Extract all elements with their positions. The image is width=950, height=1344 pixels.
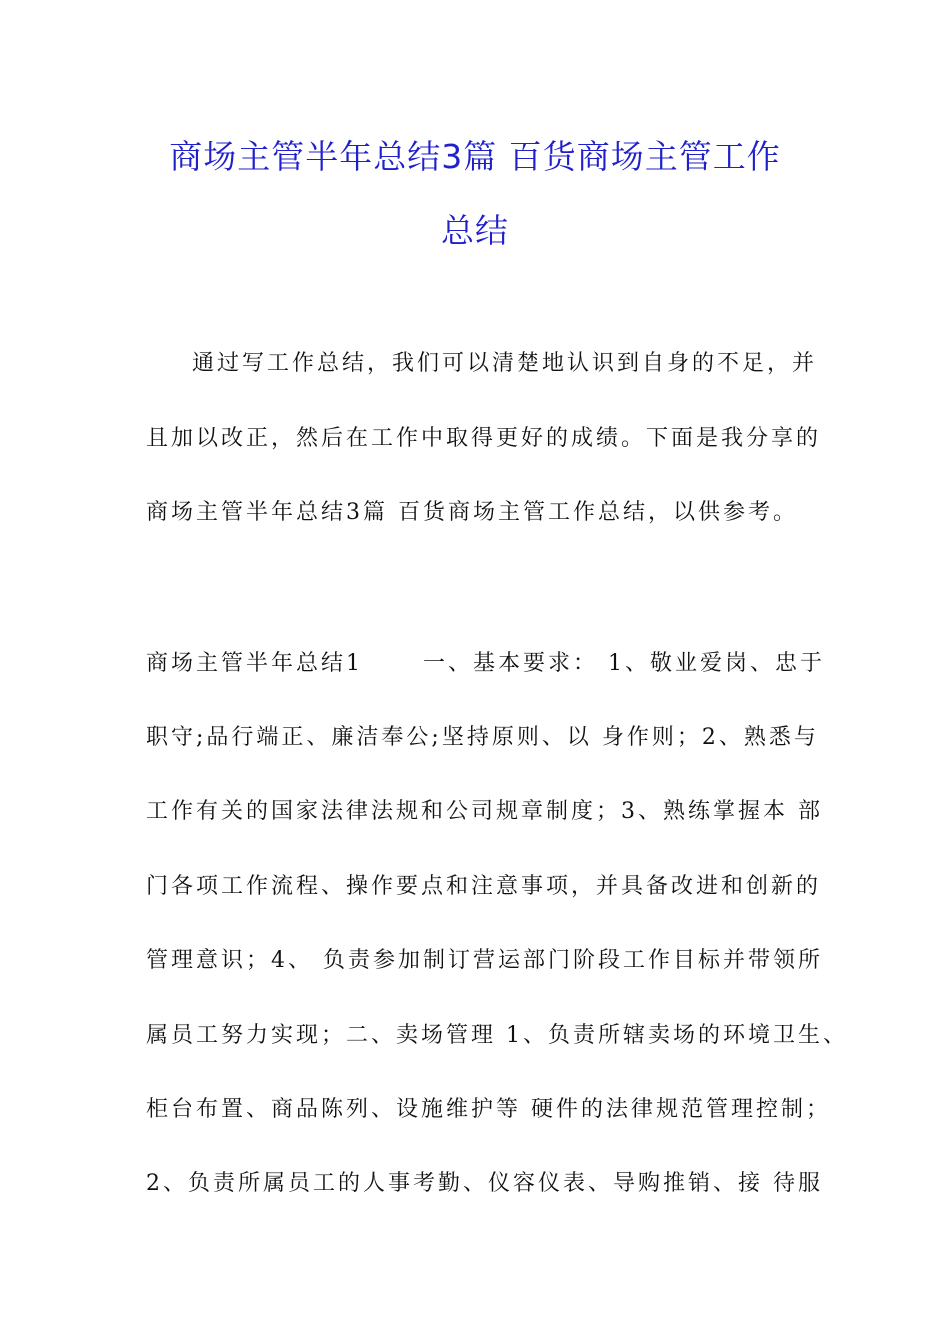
document-title-line-2: 总结 — [441, 211, 509, 250]
body-line-2: 职守;品行端正、廉洁奉公;坚持原则、以 身作则；2、熟悉与 — [146, 725, 819, 750]
body-line-3: 工作有关的国家法律法规和公司规章制度；3、熟练掌握本 部 — [146, 799, 823, 824]
document-title-line-1: 商场主管半年总结3篇 百货商场主管工作 — [169, 137, 781, 176]
intro-line-2: 且加以改正，然后在工作中取得更好的成绩。下面是我分享的 — [146, 426, 822, 451]
body-line-4: 门各项工作流程、操作要点和注意事项，并具备改进和创新的 — [146, 874, 822, 899]
body-line-6: 属员工努力实现；二、卖场管理 1、负责所辖卖场的环境卫生、 — [146, 1023, 848, 1048]
body-line-5: 管理意识；4、 负责参加制订营运部门阶段工作目标并带领所 — [146, 948, 823, 973]
body-line-1: 商场主管半年总结1 一、基本要求： 1、敬业爱岗、忠于 — [146, 651, 825, 676]
body-line-7: 柜台布置、商品陈列、设施维护等 硬件的法律规范管理控制； — [146, 1097, 831, 1122]
intro-line-1: 通过写工作总结，我们可以清楚地认识到自身的不足，并 — [192, 351, 818, 376]
intro-line-3: 商场主管半年总结3篇 百货商场主管工作总结，以供参考。 — [146, 500, 798, 525]
body-line-8: 2、负责所属员工的人事考勤、仪容仪表、导购推销、接 待服 — [146, 1171, 823, 1196]
